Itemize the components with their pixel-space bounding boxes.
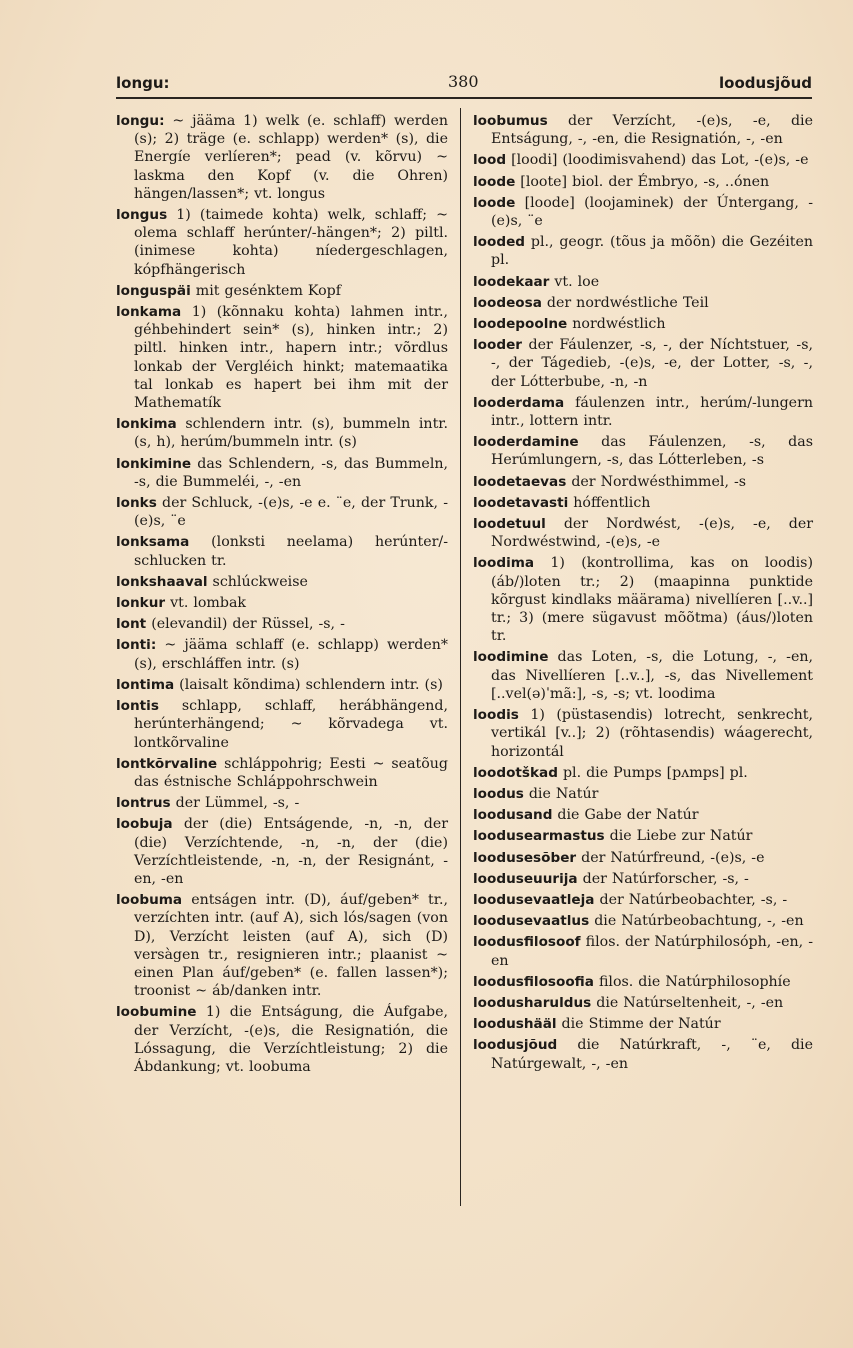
entry-definition: die Natúrbeobachtung, -, -en — [589, 913, 804, 930]
header-last-word: loodusjõud — [719, 74, 812, 92]
dictionary-entry — [473, 973, 813, 991]
dictionary-entry — [473, 473, 813, 491]
entry-headword: loodushääl — [473, 1016, 557, 1033]
entry-headword: loobuma — [116, 892, 183, 909]
entry-headword: loodis — [473, 707, 519, 724]
header-rule — [116, 97, 812, 99]
dictionary-entry — [473, 151, 813, 169]
entry-definition: schláppohrig; Eesti ~ seatõug das éstnische Schláppohrschwein — [134, 755, 448, 790]
entry-headword: loodusevaatleja — [473, 891, 595, 908]
entry-headword: loodepoolne — [473, 316, 568, 333]
dictionary-entry — [116, 794, 448, 812]
entry-definition: das Loten, -s, die Lotung, -, -en, das Nivellíeren [..v..], -s, das Nivellement [..vel(ə)ˈmã:], -s, -s; vt. loodima — [491, 649, 813, 702]
entry-headword: loodus — [473, 785, 524, 802]
entry-headword: looduseuurija — [473, 870, 578, 887]
entry-definition: [loodi] (loodimisvahend) das Lot, -(e)s, -e — [506, 152, 809, 169]
entry-definition: die Natúrseltenheit, -, -en — [591, 994, 784, 1011]
entry-definition: die Stimme der Natúr — [556, 1016, 721, 1033]
entry-definition: filos. der Natúrphilosóph, -en, -en — [491, 934, 813, 969]
dictionary-entry — [473, 515, 813, 551]
dictionary-entry — [473, 1036, 813, 1072]
entry-definition: pl., geogr. (tõus ja mõõn) die Gezéiten pl. — [491, 234, 813, 269]
entry-definition: (laisalt kõndima) schlendern intr. (s) — [174, 676, 443, 693]
entry-definition: ~ jääma 1) welk (e. schlaff) werden (s); 2) träge (e. schlapp) werden* (s), die Energíe verlíeren*; pead (v. kõrvu) ~ laskma den Kopf (v. die Ohren) hängen/lassen*; vt. longus — [134, 113, 448, 202]
dictionary-entry — [473, 1015, 813, 1033]
entry-headword: loodetavasti — [473, 494, 569, 511]
entry-headword: longuspäi — [116, 282, 191, 299]
entry-headword: lonkimine — [116, 455, 192, 472]
header-first-word: longu: — [116, 74, 170, 92]
dictionary-entry — [473, 112, 813, 148]
page-header — [116, 70, 812, 96]
dictionary-entry — [116, 815, 448, 888]
entry-definition: das Schlendern, -s, das Bummeln, -s, die Bummeléi, -, -en — [134, 455, 448, 490]
entry-headword: loodusand — [473, 807, 553, 824]
entry-headword: loodekaar — [473, 273, 550, 290]
entry-definition: der Verzícht, -(e)s, -e, die Entságung, -, -en, die Resignatión, -, -en — [491, 113, 813, 148]
entry-definition: schlapp, schlaff, herábhängend, herúnterhängend; ~ kõrvadega vt. lontkõrvaline — [134, 698, 448, 751]
dictionary-entry — [116, 573, 448, 591]
entry-definition: entságen intr. (D), áuf/geben* tr., verzíchten intr. (auf A), sich lós/sagen (von D), Verzícht leisten (auf A), sich (D) versàgen tr., resignieren intr.; plaanist ~ einen Plan áuf/geben* (e. fallen lassen*); troonist ~ áb/danken intr. — [134, 892, 448, 1000]
entry-definition: 1) (kõnnaku kohta) lahmen intr., géhbehindert sein* (s), hinken intr.; 2) piltl. hinken intr., hapern intr.; võrdlus lonkab der Vergléich hinkt; matemaatika tal lonkab es hapert bei ihm mit der Mathematík — [134, 304, 448, 412]
dictionary-entry — [473, 494, 813, 512]
dictionary-entry — [473, 764, 813, 782]
right-column — [473, 112, 813, 1076]
entry-definition: 1) (taimede kohta) welk, schlaff; ~ olema schlaff herúnter/-hängen*; 2) piltl. (inimese kohta) níedergeschlagen, kópfhängerisch — [134, 207, 448, 278]
dictionary-entry — [473, 194, 813, 230]
entry-definition: vt. lombak — [165, 595, 247, 612]
entry-headword: loodusearmastus — [473, 828, 605, 845]
entry-definition: die Liebe zur Natúr — [604, 828, 753, 845]
entry-headword: loodimine — [473, 649, 549, 666]
entry-headword: looder — [473, 337, 522, 354]
entry-definition: [loode] (loojaminek) der Úntergang, -(e)s, ¨e — [491, 194, 813, 230]
dictionary-entry — [473, 994, 813, 1012]
entry-headword: loodetaevas — [473, 473, 567, 490]
dictionary-entry — [473, 870, 813, 888]
dictionary-entry — [473, 891, 813, 909]
entry-headword: lont — [116, 616, 147, 633]
entry-headword: longu: — [116, 113, 165, 129]
dictionary-entry — [473, 233, 813, 269]
column-divider — [460, 108, 461, 1206]
dictionary-entry — [473, 273, 813, 291]
entry-headword: loodusharuldus — [473, 994, 592, 1011]
entry-headword: loode — [473, 173, 516, 190]
entry-headword: loodusjõud — [473, 1037, 558, 1054]
entry-headword: lontima — [116, 676, 175, 693]
entry-headword: longus — [116, 207, 168, 224]
entry-definition: pl. die Pumps [pʌmps] pl. — [557, 764, 748, 781]
entry-definition: der Natúrbeobachter, -s, - — [594, 891, 788, 908]
dictionary-entry — [116, 1003, 448, 1076]
entry-headword: loodusesõber — [473, 849, 577, 866]
dictionary-entry — [473, 554, 813, 645]
entry-definition: schlúckweise — [207, 573, 308, 590]
dictionary-entry — [473, 827, 813, 845]
dictionary-entry — [116, 755, 448, 791]
entry-headword: lonkur — [116, 595, 166, 612]
entry-definition: der Natúrforscher, -s, - — [577, 870, 749, 887]
entry-definition: 1) (püstasendis) lotrecht, senkrecht, vertikál [v..]; 2) (rõhtasendis) wáagerecht, horizontál — [491, 707, 813, 760]
entry-headword: lood — [473, 152, 507, 169]
entry-headword: looderdamine — [473, 434, 579, 451]
entry-definition: mit gesénktem Kopf — [190, 282, 342, 299]
entry-headword: loodusevaatlus — [473, 913, 590, 930]
entry-headword: lonks — [116, 495, 157, 512]
entry-definition: filos. die Natúrphilosophíe — [593, 973, 791, 990]
dictionary-entry — [116, 533, 448, 569]
dictionary-entry — [116, 636, 448, 672]
dictionary-entry — [116, 494, 448, 530]
entry-headword: lonkama — [116, 304, 182, 321]
entry-definition: schlendern intr. (s), bummeln intr. (s, h), herúm/bummeln intr. (s) — [134, 416, 448, 451]
dictionary-entry — [473, 433, 813, 469]
entry-definition: [loote] biol. der Émbryo, -s, ..ónen — [515, 173, 770, 190]
entry-headword: lonti: — [116, 637, 157, 654]
dictionary-entry — [116, 697, 448, 752]
entry-definition: die Natúrkraft, -, ¨e, die Natúrgewalt, -, -en — [491, 1037, 813, 1072]
dictionary-entry — [116, 891, 448, 1000]
dictionary-entry — [116, 206, 448, 279]
dictionary-entry — [473, 912, 813, 930]
entry-headword: loodima — [473, 555, 535, 572]
entry-definition: die Gabe der Natúr — [552, 807, 699, 824]
dictionary-entry — [116, 615, 448, 633]
dictionary-entry — [116, 455, 448, 491]
entry-headword: loode — [473, 194, 516, 211]
entry-definition: fáulenzen intr., herúm/-lungern intr., lottern intr. — [491, 394, 813, 430]
entry-headword: lonkima — [116, 416, 177, 433]
entry-definition: hóffentlich — [568, 494, 651, 511]
entry-definition: nordwéstlich — [567, 316, 666, 333]
entry-definition: 1) die Entságung, die Áufgabe, der Verzícht, -(e)s, die Resignatión, die Lóssagung, die Verzíchtleistung; 2) die Ábdankung; vt. loobuma — [134, 1004, 448, 1075]
dictionary-entry — [116, 282, 448, 300]
page-number: 380 — [448, 72, 479, 91]
left-column — [116, 112, 448, 1079]
dictionary-entry — [473, 315, 813, 333]
entry-headword: loobumine — [116, 1004, 197, 1021]
entry-definition: der (die) Entságende, -n, -n, der (die) Verzíchtende, -n, -n, der (die) Verzíchtleistende, -n, -n, der Resignánt, -en, -en — [134, 816, 448, 887]
dictionary-entry — [116, 415, 448, 451]
entry-definition: der Lümmel, -s, - — [170, 795, 300, 812]
entry-headword: loodusfilosoof — [473, 934, 581, 951]
dictionary-entry — [473, 806, 813, 824]
dictionary-entry — [473, 849, 813, 867]
entry-headword: lonksama — [116, 534, 190, 551]
dictionary-entry — [116, 303, 448, 412]
entry-definition: der Natúrfreund, -(e)s, -e — [576, 849, 765, 866]
dictionary-entry — [473, 394, 813, 430]
entry-headword: loobuja — [116, 816, 173, 833]
entry-headword: lontkõrvaline — [116, 755, 218, 772]
entry-definition: (lonksti neelama) herúnter/-schlucken tr. — [134, 534, 448, 569]
dictionary-entry — [116, 112, 448, 203]
entry-definition: 1) (kontrollima, kas on loodis) (áb/)loten tr.; 2) (maapinna punktide kõrgust kindlaks määrama) nivellíeren [..v..] tr.; 3) (mere sügavust mõõtma) (áus/)loten tr. — [491, 555, 813, 645]
entry-definition: der Nordwésthimmel, -s — [566, 473, 747, 490]
dictionary-entry — [473, 648, 813, 703]
entry-headword: lontis — [116, 698, 159, 715]
entry-definition: die Natúr — [523, 785, 599, 802]
dictionary-entry — [473, 173, 813, 191]
entry-headword: loodetuul — [473, 516, 546, 533]
entry-definition: ~ jääma schlaff (e. schlapp) werden* (s), erschláffen intr. (s) — [134, 637, 448, 672]
entry-headword: lonkshaaval — [116, 573, 208, 590]
entry-headword: loodotškad — [473, 764, 558, 781]
dictionary-entry — [116, 594, 448, 612]
entry-headword: loodeosa — [473, 294, 542, 311]
entry-definition: vt. loe — [549, 273, 600, 290]
entry-definition: der Schluck, -(e)s, -e e. ¨e, der Trunk, -(e)s, ¨e — [134, 495, 448, 530]
entry-definition: der Nordwést, -(e)s, -e, der Nordwéstwind, -(e)s, -e — [491, 516, 813, 551]
entry-headword: looded — [473, 234, 526, 251]
entry-headword: loodusfilosoofia — [473, 973, 594, 990]
entry-headword: lontrus — [116, 795, 171, 812]
entry-headword: looderdama — [473, 394, 565, 411]
entry-definition: das Fáulenzen, -s, das Herúmlungern, -s, das Lótterleben, -s — [491, 434, 813, 469]
entry-headword: loobumus — [473, 113, 548, 129]
dictionary-entry — [473, 933, 813, 969]
dictionary-entry — [473, 294, 813, 312]
entry-definition: der nordwéstliche Teil — [541, 294, 709, 311]
entry-definition: (elevandil) der Rüssel, -s, - — [146, 616, 345, 633]
dictionary-entry — [473, 785, 813, 803]
entry-definition: der Fáulenzer, -s, -, der Níchtstuer, -s, -, der Tágedieb, -(e)s, -e, der Lotter, -s, -, der Lótterbube, -n, -n — [491, 337, 813, 390]
dictionary-entry — [116, 676, 448, 694]
dictionary-entry — [473, 706, 813, 761]
dictionary-entry — [473, 336, 813, 391]
